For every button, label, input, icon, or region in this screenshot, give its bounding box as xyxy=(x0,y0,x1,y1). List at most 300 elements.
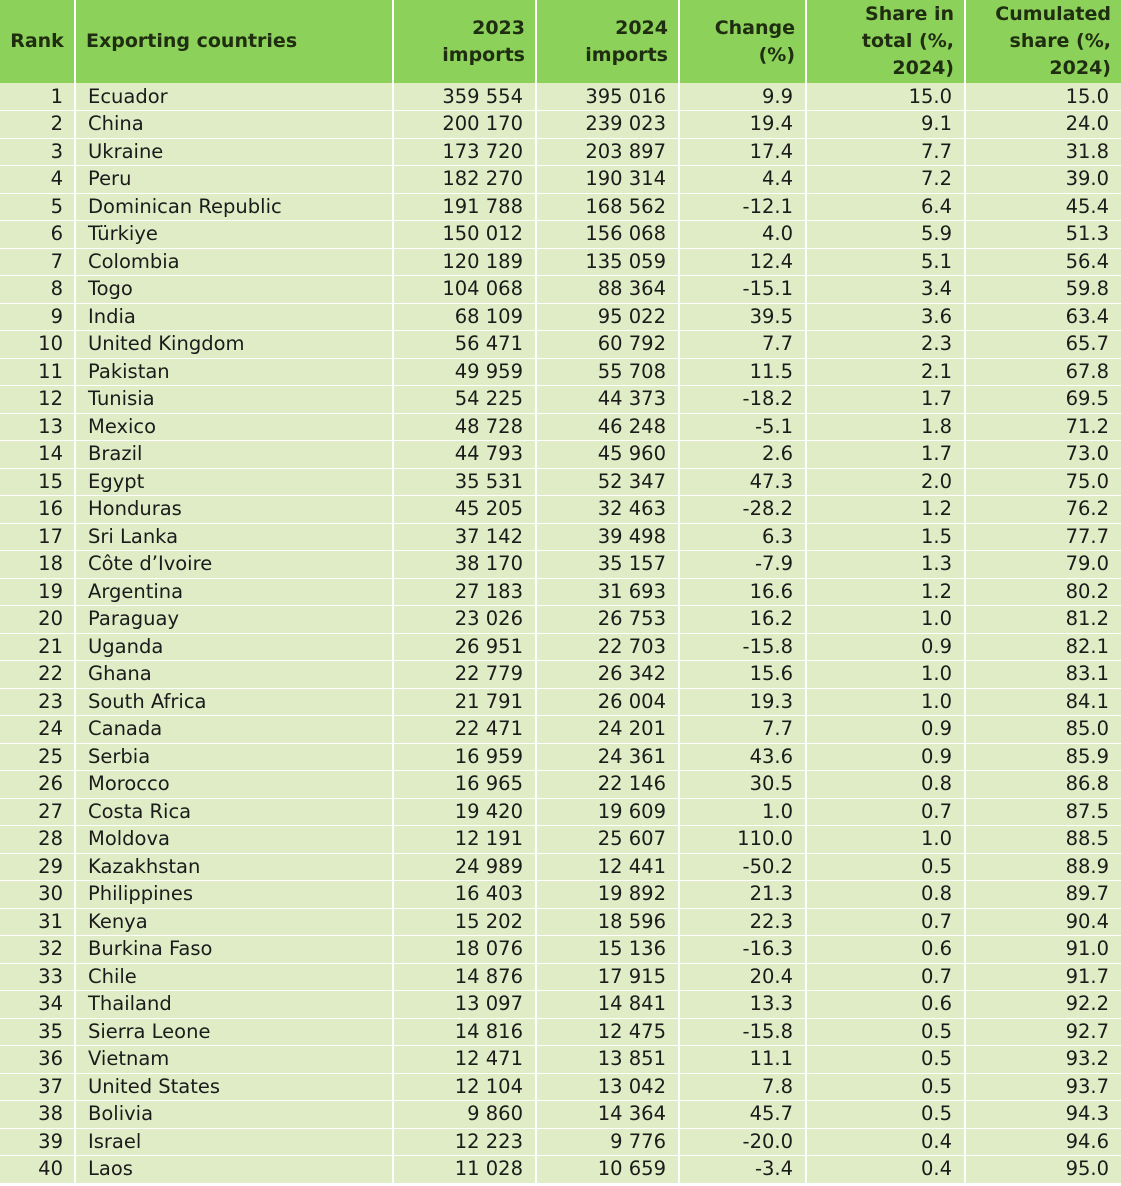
cell-change: 11.1 xyxy=(679,1046,806,1074)
cell-rank: 26 xyxy=(0,771,75,799)
cell-share: 7.2 xyxy=(806,166,965,194)
cell-share: 2.0 xyxy=(806,468,965,496)
cell-imports-2023: 49 959 xyxy=(393,358,536,386)
cell-imports-2023: 56 471 xyxy=(393,331,536,359)
table-row xyxy=(0,468,1121,496)
cell-imports-2024: 26 342 xyxy=(536,661,679,689)
cell-imports-2024: 24 201 xyxy=(536,716,679,744)
cell-country: Thailand xyxy=(75,991,393,1019)
cell-imports-2024: 9 776 xyxy=(536,1128,679,1156)
cell-share: 1.5 xyxy=(806,523,965,551)
cell-change: 20.4 xyxy=(679,963,806,991)
table-row xyxy=(0,963,1121,991)
cell-imports-2023: 120 189 xyxy=(393,248,536,276)
cell-country: Tunisia xyxy=(75,386,393,414)
cell-imports-2024: 12 441 xyxy=(536,853,679,881)
cell-imports-2024: 190 314 xyxy=(536,166,679,194)
cell-rank: 4 xyxy=(0,166,75,194)
cell-rank: 11 xyxy=(0,358,75,386)
cell-rank: 28 xyxy=(0,826,75,854)
cell-change: -15.1 xyxy=(679,276,806,304)
cell-imports-2024: 18 596 xyxy=(536,908,679,936)
cell-country: Togo xyxy=(75,276,393,304)
cell-rank: 22 xyxy=(0,661,75,689)
cell-share: 0.9 xyxy=(806,633,965,661)
cell-change: 7.7 xyxy=(679,331,806,359)
cell-cumulated: 84.1 xyxy=(965,688,1121,716)
cell-imports-2024: 88 364 xyxy=(536,276,679,304)
table-row xyxy=(0,661,1121,689)
cell-rank: 7 xyxy=(0,248,75,276)
cell-imports-2023: 24 989 xyxy=(393,853,536,881)
cell-imports-2023: 16 403 xyxy=(393,881,536,909)
cell-change: 7.8 xyxy=(679,1073,806,1101)
cell-imports-2023: 191 788 xyxy=(393,193,536,221)
table-row xyxy=(0,716,1121,744)
cell-imports-2023: 12 191 xyxy=(393,826,536,854)
cell-cumulated: 80.2 xyxy=(965,578,1121,606)
cell-share: 6.4 xyxy=(806,193,965,221)
table-row xyxy=(0,276,1121,304)
cell-imports-2024: 14 364 xyxy=(536,1101,679,1129)
cell-share: 0.4 xyxy=(806,1128,965,1156)
cell-change: -28.2 xyxy=(679,496,806,524)
cell-rank: 3 xyxy=(0,138,75,166)
cell-change: 15.6 xyxy=(679,661,806,689)
cell-change: 22.3 xyxy=(679,908,806,936)
cell-imports-2023: 200 170 xyxy=(393,111,536,139)
cell-imports-2023: 12 104 xyxy=(393,1073,536,1101)
cell-country: United Kingdom xyxy=(75,331,393,359)
table-row xyxy=(0,331,1121,359)
cell-imports-2024: 26 004 xyxy=(536,688,679,716)
cell-rank: 19 xyxy=(0,578,75,606)
cell-cumulated: 45.4 xyxy=(965,193,1121,221)
table-row xyxy=(0,633,1121,661)
cell-rank: 13 xyxy=(0,413,75,441)
cell-country: Peru xyxy=(75,166,393,194)
cell-share: 0.8 xyxy=(806,881,965,909)
cell-imports-2023: 37 142 xyxy=(393,523,536,551)
cell-imports-2024: 15 136 xyxy=(536,936,679,964)
cell-change: -5.1 xyxy=(679,413,806,441)
table-row xyxy=(0,413,1121,441)
cell-share: 0.5 xyxy=(806,1046,965,1074)
cell-rank: 2 xyxy=(0,111,75,139)
table-row xyxy=(0,798,1121,826)
cell-rank: 8 xyxy=(0,276,75,304)
cell-share: 7.7 xyxy=(806,138,965,166)
cell-imports-2023: 45 205 xyxy=(393,496,536,524)
cell-share: 1.2 xyxy=(806,578,965,606)
cell-change: 6.3 xyxy=(679,523,806,551)
table-row xyxy=(0,441,1121,469)
cell-imports-2024: 39 498 xyxy=(536,523,679,551)
cell-rank: 32 xyxy=(0,936,75,964)
cell-imports-2024: 203 897 xyxy=(536,138,679,166)
cell-cumulated: 92.7 xyxy=(965,1018,1121,1046)
cell-country: Burkina Faso xyxy=(75,936,393,964)
cell-share: 0.6 xyxy=(806,936,965,964)
table-row xyxy=(0,523,1121,551)
cell-imports-2023: 22 779 xyxy=(393,661,536,689)
cell-rank: 29 xyxy=(0,853,75,881)
cell-change: -15.8 xyxy=(679,1018,806,1046)
cell-cumulated: 89.7 xyxy=(965,881,1121,909)
cell-cumulated: 65.7 xyxy=(965,331,1121,359)
cell-change: 1.0 xyxy=(679,798,806,826)
cell-change: 7.7 xyxy=(679,716,806,744)
cell-imports-2024: 168 562 xyxy=(536,193,679,221)
cell-imports-2024: 35 157 xyxy=(536,551,679,579)
cell-share: 1.0 xyxy=(806,826,965,854)
table-row xyxy=(0,221,1121,249)
header-imports-2023: 2023 imports xyxy=(393,0,536,83)
cell-cumulated: 85.9 xyxy=(965,743,1121,771)
cell-cumulated: 51.3 xyxy=(965,221,1121,249)
cell-share: 3.4 xyxy=(806,276,965,304)
cell-rank: 30 xyxy=(0,881,75,909)
cell-change: 19.4 xyxy=(679,111,806,139)
table-row xyxy=(0,1101,1121,1129)
cell-cumulated: 88.9 xyxy=(965,853,1121,881)
cell-cumulated: 39.0 xyxy=(965,166,1121,194)
cell-share: 1.0 xyxy=(806,606,965,634)
cell-country: Bolivia xyxy=(75,1101,393,1129)
cell-country: Philippines xyxy=(75,881,393,909)
table-row xyxy=(0,193,1121,221)
cell-country: Uganda xyxy=(75,633,393,661)
table-row xyxy=(0,303,1121,331)
cell-change: 4.0 xyxy=(679,221,806,249)
cell-cumulated: 15.0 xyxy=(965,83,1121,111)
cell-change: 2.6 xyxy=(679,441,806,469)
table-row xyxy=(0,358,1121,386)
header-change: Change (%) xyxy=(679,0,806,83)
cell-country: Vietnam xyxy=(75,1046,393,1074)
cell-country: Moldova xyxy=(75,826,393,854)
cell-cumulated: 94.6 xyxy=(965,1128,1121,1156)
cell-rank: 40 xyxy=(0,1156,75,1184)
cell-country: Ecuador xyxy=(75,83,393,111)
table-row xyxy=(0,1018,1121,1046)
cell-country: Brazil xyxy=(75,441,393,469)
cell-country: Sierra Leone xyxy=(75,1018,393,1046)
cell-share: 0.5 xyxy=(806,1018,965,1046)
cell-share: 2.1 xyxy=(806,358,965,386)
cell-cumulated: 63.4 xyxy=(965,303,1121,331)
cell-imports-2024: 19 892 xyxy=(536,881,679,909)
cell-change: 47.3 xyxy=(679,468,806,496)
cell-change: -12.1 xyxy=(679,193,806,221)
cell-rank: 21 xyxy=(0,633,75,661)
cell-country: Ghana xyxy=(75,661,393,689)
cell-cumulated: 31.8 xyxy=(965,138,1121,166)
cell-imports-2023: 35 531 xyxy=(393,468,536,496)
cell-share: 3.6 xyxy=(806,303,965,331)
table-row xyxy=(0,1156,1121,1184)
cell-share: 0.6 xyxy=(806,991,965,1019)
cell-country: United States xyxy=(75,1073,393,1101)
cell-imports-2024: 22 703 xyxy=(536,633,679,661)
cell-cumulated: 81.2 xyxy=(965,606,1121,634)
cell-country: Pakistan xyxy=(75,358,393,386)
table-row xyxy=(0,908,1121,936)
cell-cumulated: 75.0 xyxy=(965,468,1121,496)
table-header xyxy=(0,0,1121,83)
cell-cumulated: 69.5 xyxy=(965,386,1121,414)
cell-rank: 39 xyxy=(0,1128,75,1156)
cell-share: 0.5 xyxy=(806,853,965,881)
cell-imports-2023: 18 076 xyxy=(393,936,536,964)
cell-imports-2024: 13 042 xyxy=(536,1073,679,1101)
cell-imports-2024: 395 016 xyxy=(536,83,679,111)
cell-change: 45.7 xyxy=(679,1101,806,1129)
cell-cumulated: 86.8 xyxy=(965,771,1121,799)
cell-change: 16.6 xyxy=(679,578,806,606)
cell-imports-2024: 46 248 xyxy=(536,413,679,441)
cell-share: 0.9 xyxy=(806,743,965,771)
cell-country: Sri Lanka xyxy=(75,523,393,551)
cell-imports-2023: 44 793 xyxy=(393,441,536,469)
cell-country: Israel xyxy=(75,1128,393,1156)
cell-cumulated: 93.2 xyxy=(965,1046,1121,1074)
table-row xyxy=(0,881,1121,909)
cell-cumulated: 92.2 xyxy=(965,991,1121,1019)
cell-country: Costa Rica xyxy=(75,798,393,826)
cell-imports-2023: 150 012 xyxy=(393,221,536,249)
cell-rank: 23 xyxy=(0,688,75,716)
header-imports-2024: 2024 imports xyxy=(536,0,679,83)
cell-imports-2024: 17 915 xyxy=(536,963,679,991)
cell-country: Serbia xyxy=(75,743,393,771)
cell-share: 0.4 xyxy=(806,1156,965,1184)
cell-country: Paraguay xyxy=(75,606,393,634)
table-row xyxy=(0,936,1121,964)
cell-imports-2023: 26 951 xyxy=(393,633,536,661)
cell-share: 1.3 xyxy=(806,551,965,579)
cell-country: Chile xyxy=(75,963,393,991)
cell-imports-2023: 15 202 xyxy=(393,908,536,936)
cell-rank: 6 xyxy=(0,221,75,249)
cell-change: 12.4 xyxy=(679,248,806,276)
cell-imports-2023: 68 109 xyxy=(393,303,536,331)
cell-imports-2024: 12 475 xyxy=(536,1018,679,1046)
header-rank: Rank xyxy=(0,0,75,83)
cell-change: -50.2 xyxy=(679,853,806,881)
table-row xyxy=(0,1073,1121,1101)
cell-cumulated: 59.8 xyxy=(965,276,1121,304)
table-row xyxy=(0,111,1121,139)
cell-change: 39.5 xyxy=(679,303,806,331)
cell-rank: 33 xyxy=(0,963,75,991)
cell-country: Argentina xyxy=(75,578,393,606)
cell-rank: 34 xyxy=(0,991,75,1019)
table-row xyxy=(0,578,1121,606)
cell-share: 5.9 xyxy=(806,221,965,249)
table-row xyxy=(0,138,1121,166)
cell-rank: 24 xyxy=(0,716,75,744)
cell-change: 19.3 xyxy=(679,688,806,716)
cell-rank: 14 xyxy=(0,441,75,469)
cell-share: 9.1 xyxy=(806,111,965,139)
cell-share: 0.9 xyxy=(806,716,965,744)
cell-imports-2024: 45 960 xyxy=(536,441,679,469)
cell-imports-2023: 12 223 xyxy=(393,1128,536,1156)
cell-share: 0.7 xyxy=(806,798,965,826)
cell-rank: 25 xyxy=(0,743,75,771)
cell-imports-2024: 60 792 xyxy=(536,331,679,359)
header-cumulated: Cumulated share (%, 2024) xyxy=(965,0,1121,83)
cell-country: Türkiye xyxy=(75,221,393,249)
cell-cumulated: 90.4 xyxy=(965,908,1121,936)
cell-country: South Africa xyxy=(75,688,393,716)
cell-imports-2023: 21 791 xyxy=(393,688,536,716)
table-row xyxy=(0,606,1121,634)
cell-rank: 20 xyxy=(0,606,75,634)
cell-imports-2023: 11 028 xyxy=(393,1156,536,1184)
cell-change: -18.2 xyxy=(679,386,806,414)
cell-rank: 38 xyxy=(0,1101,75,1129)
cell-share: 1.0 xyxy=(806,688,965,716)
cell-country: Laos xyxy=(75,1156,393,1184)
cell-change: -3.4 xyxy=(679,1156,806,1184)
cell-imports-2024: 95 022 xyxy=(536,303,679,331)
cell-cumulated: 91.0 xyxy=(965,936,1121,964)
table-row xyxy=(0,991,1121,1019)
cell-imports-2024: 26 753 xyxy=(536,606,679,634)
cell-rank: 18 xyxy=(0,551,75,579)
cell-share: 15.0 xyxy=(806,83,965,111)
cell-change: 21.3 xyxy=(679,881,806,909)
cell-imports-2024: 14 841 xyxy=(536,991,679,1019)
cell-imports-2023: 19 420 xyxy=(393,798,536,826)
cell-imports-2023: 9 860 xyxy=(393,1101,536,1129)
cell-country: China xyxy=(75,111,393,139)
cell-imports-2023: 23 026 xyxy=(393,606,536,634)
cell-share: 1.7 xyxy=(806,386,965,414)
cell-cumulated: 85.0 xyxy=(965,716,1121,744)
cell-imports-2024: 13 851 xyxy=(536,1046,679,1074)
cell-cumulated: 93.7 xyxy=(965,1073,1121,1101)
header-country: Exporting countries xyxy=(75,0,393,83)
cell-cumulated: 24.0 xyxy=(965,111,1121,139)
cell-cumulated: 79.0 xyxy=(965,551,1121,579)
cell-change: 110.0 xyxy=(679,826,806,854)
cell-share: 0.5 xyxy=(806,1101,965,1129)
table-row xyxy=(0,1046,1121,1074)
cell-imports-2023: 12 471 xyxy=(393,1046,536,1074)
cell-imports-2023: 13 097 xyxy=(393,991,536,1019)
cell-change: -20.0 xyxy=(679,1128,806,1156)
cell-share: 0.8 xyxy=(806,771,965,799)
cell-imports-2024: 55 708 xyxy=(536,358,679,386)
cell-cumulated: 56.4 xyxy=(965,248,1121,276)
cell-change: -7.9 xyxy=(679,551,806,579)
cell-share: 0.5 xyxy=(806,1073,965,1101)
cell-share: 5.1 xyxy=(806,248,965,276)
table-row xyxy=(0,771,1121,799)
table-body xyxy=(0,83,1121,1183)
cell-imports-2024: 239 023 xyxy=(536,111,679,139)
cell-rank: 27 xyxy=(0,798,75,826)
cell-change: 13.3 xyxy=(679,991,806,1019)
cell-share: 1.8 xyxy=(806,413,965,441)
cell-cumulated: 91.7 xyxy=(965,963,1121,991)
cell-change: -15.8 xyxy=(679,633,806,661)
cell-change: 4.4 xyxy=(679,166,806,194)
table-row xyxy=(0,853,1121,881)
cell-imports-2023: 27 183 xyxy=(393,578,536,606)
cell-imports-2023: 14 816 xyxy=(393,1018,536,1046)
cell-rank: 10 xyxy=(0,331,75,359)
cell-cumulated: 76.2 xyxy=(965,496,1121,524)
cell-imports-2024: 10 659 xyxy=(536,1156,679,1184)
cell-imports-2024: 22 146 xyxy=(536,771,679,799)
cell-imports-2023: 16 965 xyxy=(393,771,536,799)
table-row xyxy=(0,688,1121,716)
cell-country: Canada xyxy=(75,716,393,744)
cell-rank: 15 xyxy=(0,468,75,496)
header-share: Share in total (%, 2024) xyxy=(806,0,965,83)
table-row xyxy=(0,551,1121,579)
cell-country: Colombia xyxy=(75,248,393,276)
cell-change: -16.3 xyxy=(679,936,806,964)
cell-cumulated: 87.5 xyxy=(965,798,1121,826)
cell-share: 1.2 xyxy=(806,496,965,524)
table-row xyxy=(0,166,1121,194)
cell-change: 17.4 xyxy=(679,138,806,166)
table-row xyxy=(0,248,1121,276)
cell-cumulated: 71.2 xyxy=(965,413,1121,441)
cell-imports-2023: 54 225 xyxy=(393,386,536,414)
cell-country: Kazakhstan xyxy=(75,853,393,881)
cell-imports-2024: 31 693 xyxy=(536,578,679,606)
cell-imports-2023: 182 270 xyxy=(393,166,536,194)
cell-imports-2023: 16 959 xyxy=(393,743,536,771)
cell-rank: 17 xyxy=(0,523,75,551)
table-row xyxy=(0,826,1121,854)
cell-cumulated: 77.7 xyxy=(965,523,1121,551)
cell-imports-2023: 104 068 xyxy=(393,276,536,304)
cell-country: Ukraine xyxy=(75,138,393,166)
cell-share: 0.7 xyxy=(806,963,965,991)
cell-imports-2023: 22 471 xyxy=(393,716,536,744)
header-row xyxy=(0,0,1121,83)
cell-change: 16.2 xyxy=(679,606,806,634)
cell-country: Honduras xyxy=(75,496,393,524)
cell-share: 1.7 xyxy=(806,441,965,469)
table-row xyxy=(0,83,1121,111)
cell-imports-2023: 48 728 xyxy=(393,413,536,441)
cell-rank: 12 xyxy=(0,386,75,414)
cell-rank: 36 xyxy=(0,1046,75,1074)
cell-rank: 9 xyxy=(0,303,75,331)
cell-change: 11.5 xyxy=(679,358,806,386)
table-row xyxy=(0,743,1121,771)
table-row xyxy=(0,1128,1121,1156)
cell-share: 0.7 xyxy=(806,908,965,936)
cell-change: 9.9 xyxy=(679,83,806,111)
cell-country: Egypt xyxy=(75,468,393,496)
cell-imports-2024: 19 609 xyxy=(536,798,679,826)
cell-rank: 35 xyxy=(0,1018,75,1046)
cell-country: India xyxy=(75,303,393,331)
cell-imports-2024: 156 068 xyxy=(536,221,679,249)
cell-rank: 16 xyxy=(0,496,75,524)
cell-cumulated: 95.0 xyxy=(965,1156,1121,1184)
cell-rank: 1 xyxy=(0,83,75,111)
